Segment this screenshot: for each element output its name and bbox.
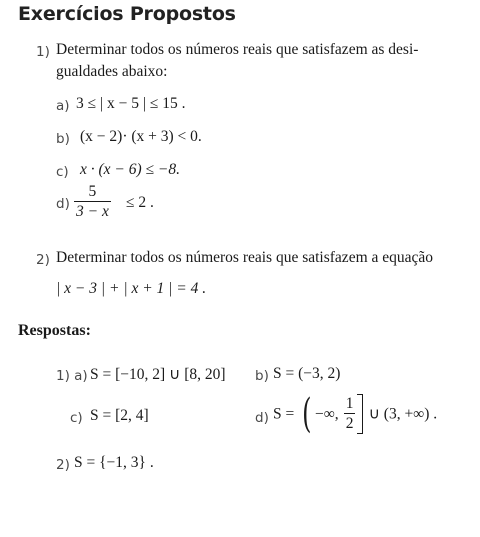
page-title: Exercícios Propostos xyxy=(18,3,236,25)
question-2-text: Determinar todos os números reais que satisfazem a equação xyxy=(56,249,434,266)
item-1a-label: a) xyxy=(56,98,70,114)
open-paren: ( xyxy=(302,391,312,437)
answer-1d-numerator: 1 xyxy=(345,394,354,412)
fraction-denominator: 3 − x xyxy=(76,203,109,220)
answer-1b-label: b) xyxy=(255,368,269,384)
question-1-text-line2: gualdades abaixo: xyxy=(56,63,168,80)
answer-1b: S = (−3, 2) xyxy=(273,365,341,382)
answer-1d-left: S = xyxy=(273,405,295,423)
item-1c-expression: x · (x − 6) ≤ −8. xyxy=(80,161,181,178)
answer-1a: S = [−10, 2] ∪ [8, 20] xyxy=(90,366,226,383)
answer-2: S = {−1, 3} . xyxy=(74,454,154,471)
answer-1c: S = [2, 4] xyxy=(90,407,149,424)
question-1-text-line1: Determinar todos os números reais que satisfazem as desi- xyxy=(56,41,419,58)
question-1-number: 1) xyxy=(36,44,50,60)
answer-1d-mid: −∞, xyxy=(314,405,339,423)
answer-1d-right: ∪ (3, +∞) . xyxy=(368,405,438,423)
fraction xyxy=(74,183,111,222)
answer-1c-label: c) xyxy=(70,410,83,426)
question-2-expression: | x − 3 | + | x + 1 | = 4 . xyxy=(56,280,207,297)
item-1a-expression: 3 ≤ | x − 5 | ≤ 15 . xyxy=(76,95,186,112)
item-1d-label: d) xyxy=(56,196,70,212)
answer-1d-fraction xyxy=(344,395,356,434)
item-1d-expression xyxy=(74,183,154,222)
answers-heading: Respostas: xyxy=(18,322,91,339)
item-1c-label: c) xyxy=(56,164,69,180)
item-1b-label: b) xyxy=(56,131,70,147)
fraction-numerator: 5 xyxy=(88,183,97,200)
item-1b-expression: (x − 2)· (x + 3) < 0. xyxy=(80,128,202,145)
answer-1a-label: 1) a) xyxy=(56,368,88,384)
answer-2-label: 2) xyxy=(56,457,70,473)
answer-1d xyxy=(273,391,438,437)
question-2-number: 2) xyxy=(36,252,50,268)
close-bracket xyxy=(357,394,363,434)
item-1d-rest: ≤ 2 . xyxy=(125,194,154,211)
answer-1d-label: d) xyxy=(255,410,269,426)
answer-1d-denominator: 2 xyxy=(345,414,354,432)
